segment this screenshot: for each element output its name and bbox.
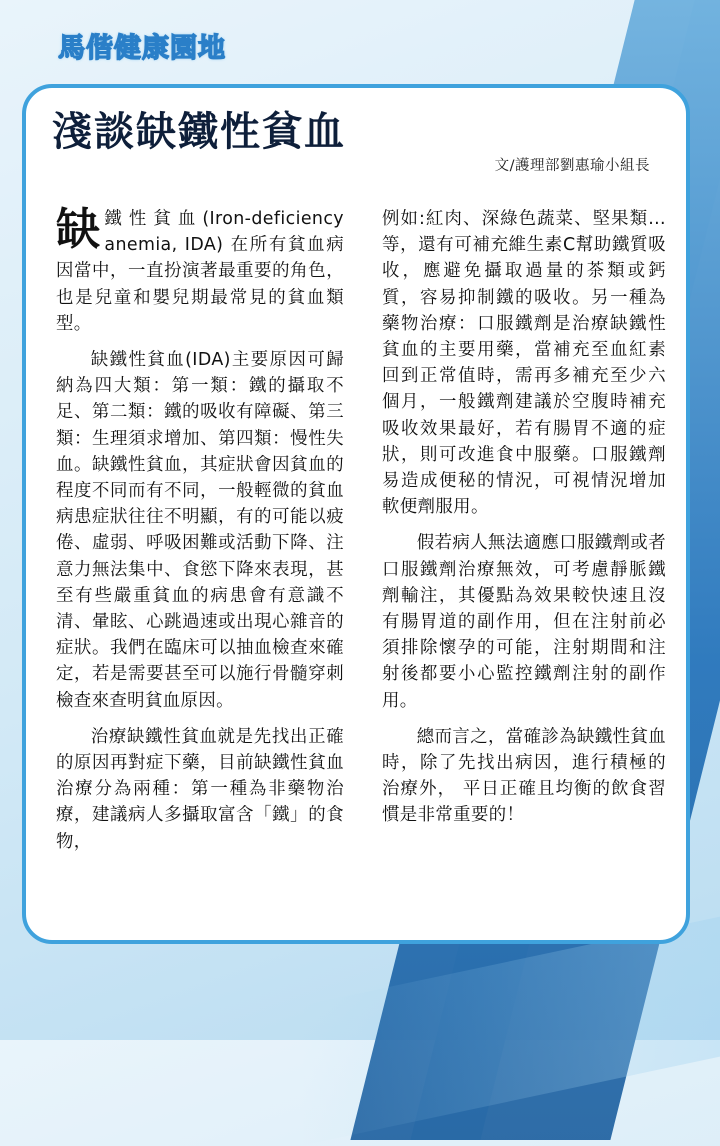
paragraph-conclusion: 總而言之，當確診為缺鐵性貧血時，除了先找出病因，進行積極的治療外， 平日正確且均衡的飲食習慣是非常重要的！ <box>382 726 666 826</box>
paragraph-causes: 缺鐵性貧血(IDA)主要原因可歸納為四大類：第一類：鐵的攝取不足、第二類：鐵的吸收有障礙、第三類：生理須求增加、第四類：慢性失血。缺鐵性貧血，其症狀會因貧血的程度不同而有不同，一般輕微的貧血病患症狀往往不明顯，有的可能以疲倦、虛弱、呼吸困難或活動下降、注意力無法集中、食慾下降來表現，甚至有些嚴重貧血的病患會有意識不清、暈眩、心跳過速或出現心雜音的症狀。我們在臨床可以抽血檢查來確定，若是需要甚至可以施行骨髓穿刺檢查來查明貧血原因。 <box>56 350 344 711</box>
drop-cap: 缺 <box>56 204 101 255</box>
left-column <box>56 206 344 865</box>
paragraph-iv-iron: 假若病人無法適應口服鐵劑或者口服鐵劑治療無效，可考慮靜脈鐵劑輸注，其優點為效果較快速且沒有腸胃道的副作用，但在注射前必須排除懷孕的可能，注射期間和注射後都要小心監控鐵劑注射的副作用。 <box>382 533 666 711</box>
section-tag: 馬偕健康園地 <box>58 33 226 64</box>
right-column <box>382 206 666 839</box>
article-card <box>22 84 690 944</box>
article-title: 淺談缺鐵性貧血 <box>52 109 346 155</box>
paragraph-treatment: 治療缺鐵性貧血就是先找出正確的原因再對症下藥，目前缺鐵性貧血治療分為兩種：第一種為非藥物治療，建議病人多攝取富含「鐵」的食物， <box>56 726 344 852</box>
paragraph-medication: 例如:紅肉、深綠色蔬菜、堅果類...等，還有可補充維生素C幫助鐵質吸收，應避免攝取過量的茶類或鈣質，容易抑制鐵的吸收。另一種為藥物治療：口服鐵劑是治療缺鐵性貧血的主要用藥，當補充至血紅素回到正常值時，需再多補充至少六個月，一般鐵劑建議於空腹時補充吸收效果最好，若有腸胃不適的症狀，則可改進食中服藥。口服鐵劑易造成便秘的情況，可視情況增加軟便劑服用。 <box>382 209 666 518</box>
paragraph-intro-text: 鐵性貧血(Iron-deficiency anemia, IDA) 在所有貧血病因當中，一直扮演著最重要的角色，也是兒童和嬰兒期最常見的貧血類型。 <box>56 209 344 334</box>
article-author: 文/護理部劉惠瑜小組長 <box>494 158 650 174</box>
paragraph-intro <box>56 206 344 337</box>
